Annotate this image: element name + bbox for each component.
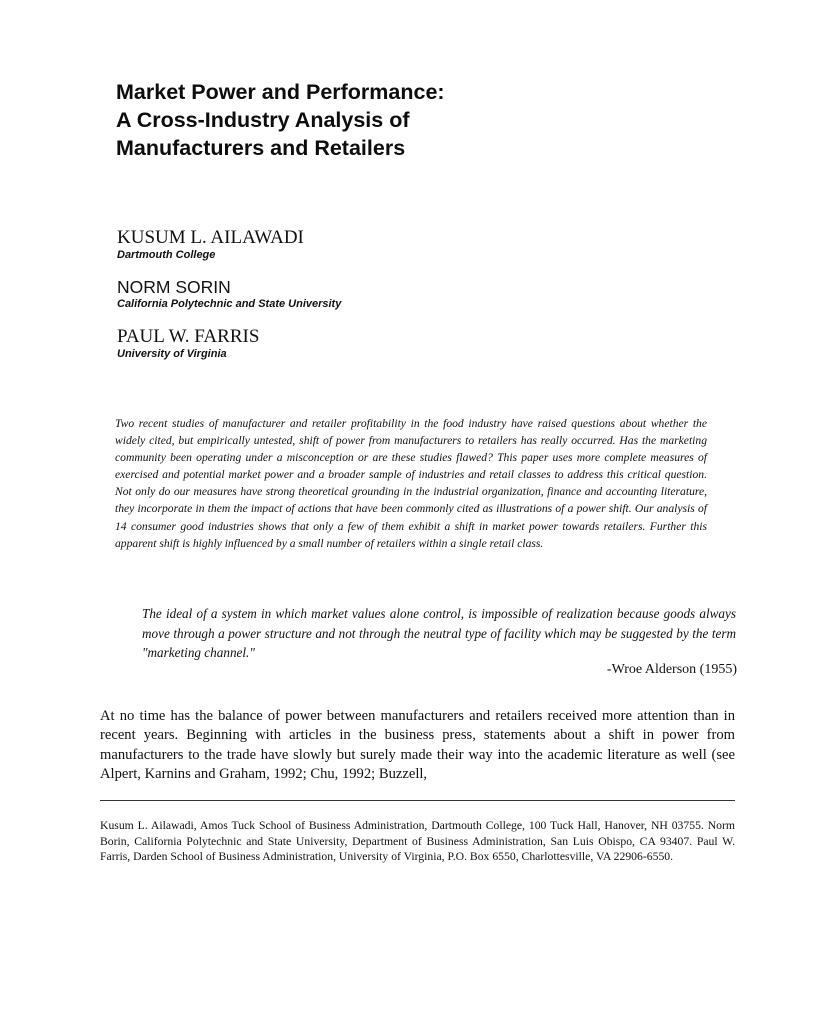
title-line: Market Power and Performance:	[116, 80, 445, 104]
author-affiliation: University of Virginia	[117, 348, 227, 360]
author-block	[117, 277, 341, 311]
author-footnote: Kusum L. Ailawadi, Amos Tuck School of Business Administration, Dartmouth College, 100 Tuck Hall, Hanover, NH 03755. Norm Borin, California Polytechnic and State University, Department of Business Administration, San Luis Obispo, CA 93407. Paul W. Farris, Darden School of Business Administration, University of Virginia, P.O. Box 6550, Charlottesville, VA 22906-6550.	[100, 819, 735, 864]
author-affiliation: Dartmouth College	[117, 249, 216, 261]
title-line: A Cross-Industry Analysis of	[116, 108, 410, 132]
body-paragraph: At no time has the balance of power between manufacturers and retailers received more attention than in recent years. Beginning with articles in the business press, statements about a shift in power from manufacturers to the trade have slowly but surely made their way into the academic literature as well (see Alpert, Karnins and Graham, 1992; Chu, 1992; Buzzell,	[100, 708, 735, 782]
author-block	[117, 327, 259, 361]
epigraph-quote: The ideal of a system in which market values alone control, is impossible of realization because goods always move through a power structure and not through the neutral type of facility which may be suggested by the term "marketing channel."	[142, 606, 736, 660]
author-name: KUSUM L. AILAWADI	[117, 227, 304, 248]
epigraph-attribution: -Wroe Alderson (1955)	[606, 662, 737, 677]
author-name: PAUL W. FARRIS	[117, 326, 260, 347]
author-affiliation: California Polytechnic and State University	[117, 298, 342, 310]
author-name: NORM SORIN	[117, 277, 231, 297]
abstract: Two recent studies of manufacturer and retailer profitability in the food industry have raised questions about whether the widely cited, but empirically untested, shift of power from manufacturers to retailers has really occurred. Has the marketing community been operating under a misconception or are these studies flawed? This paper uses more complete measures of exercised and potential market power and a broader sample of industries and retail classes to address this critical question. Not only do our measures have strong theoretical grounding in the industrial organization, finance and accounting literature, they incorporate in them the impact of actions that have been commonly cited as illustrations of a power shift. Our analysis of 14 consumer good industries shows that only a few of them exhibit a shift in market power towards retailers. Further this apparent shift is highly influenced by a small number of retailers within a single retail class.	[115, 417, 707, 550]
paper-title	[116, 78, 445, 162]
author-block	[117, 228, 304, 262]
title-line: Manufacturers and Retailers	[116, 136, 406, 160]
footnote-divider	[100, 800, 735, 801]
